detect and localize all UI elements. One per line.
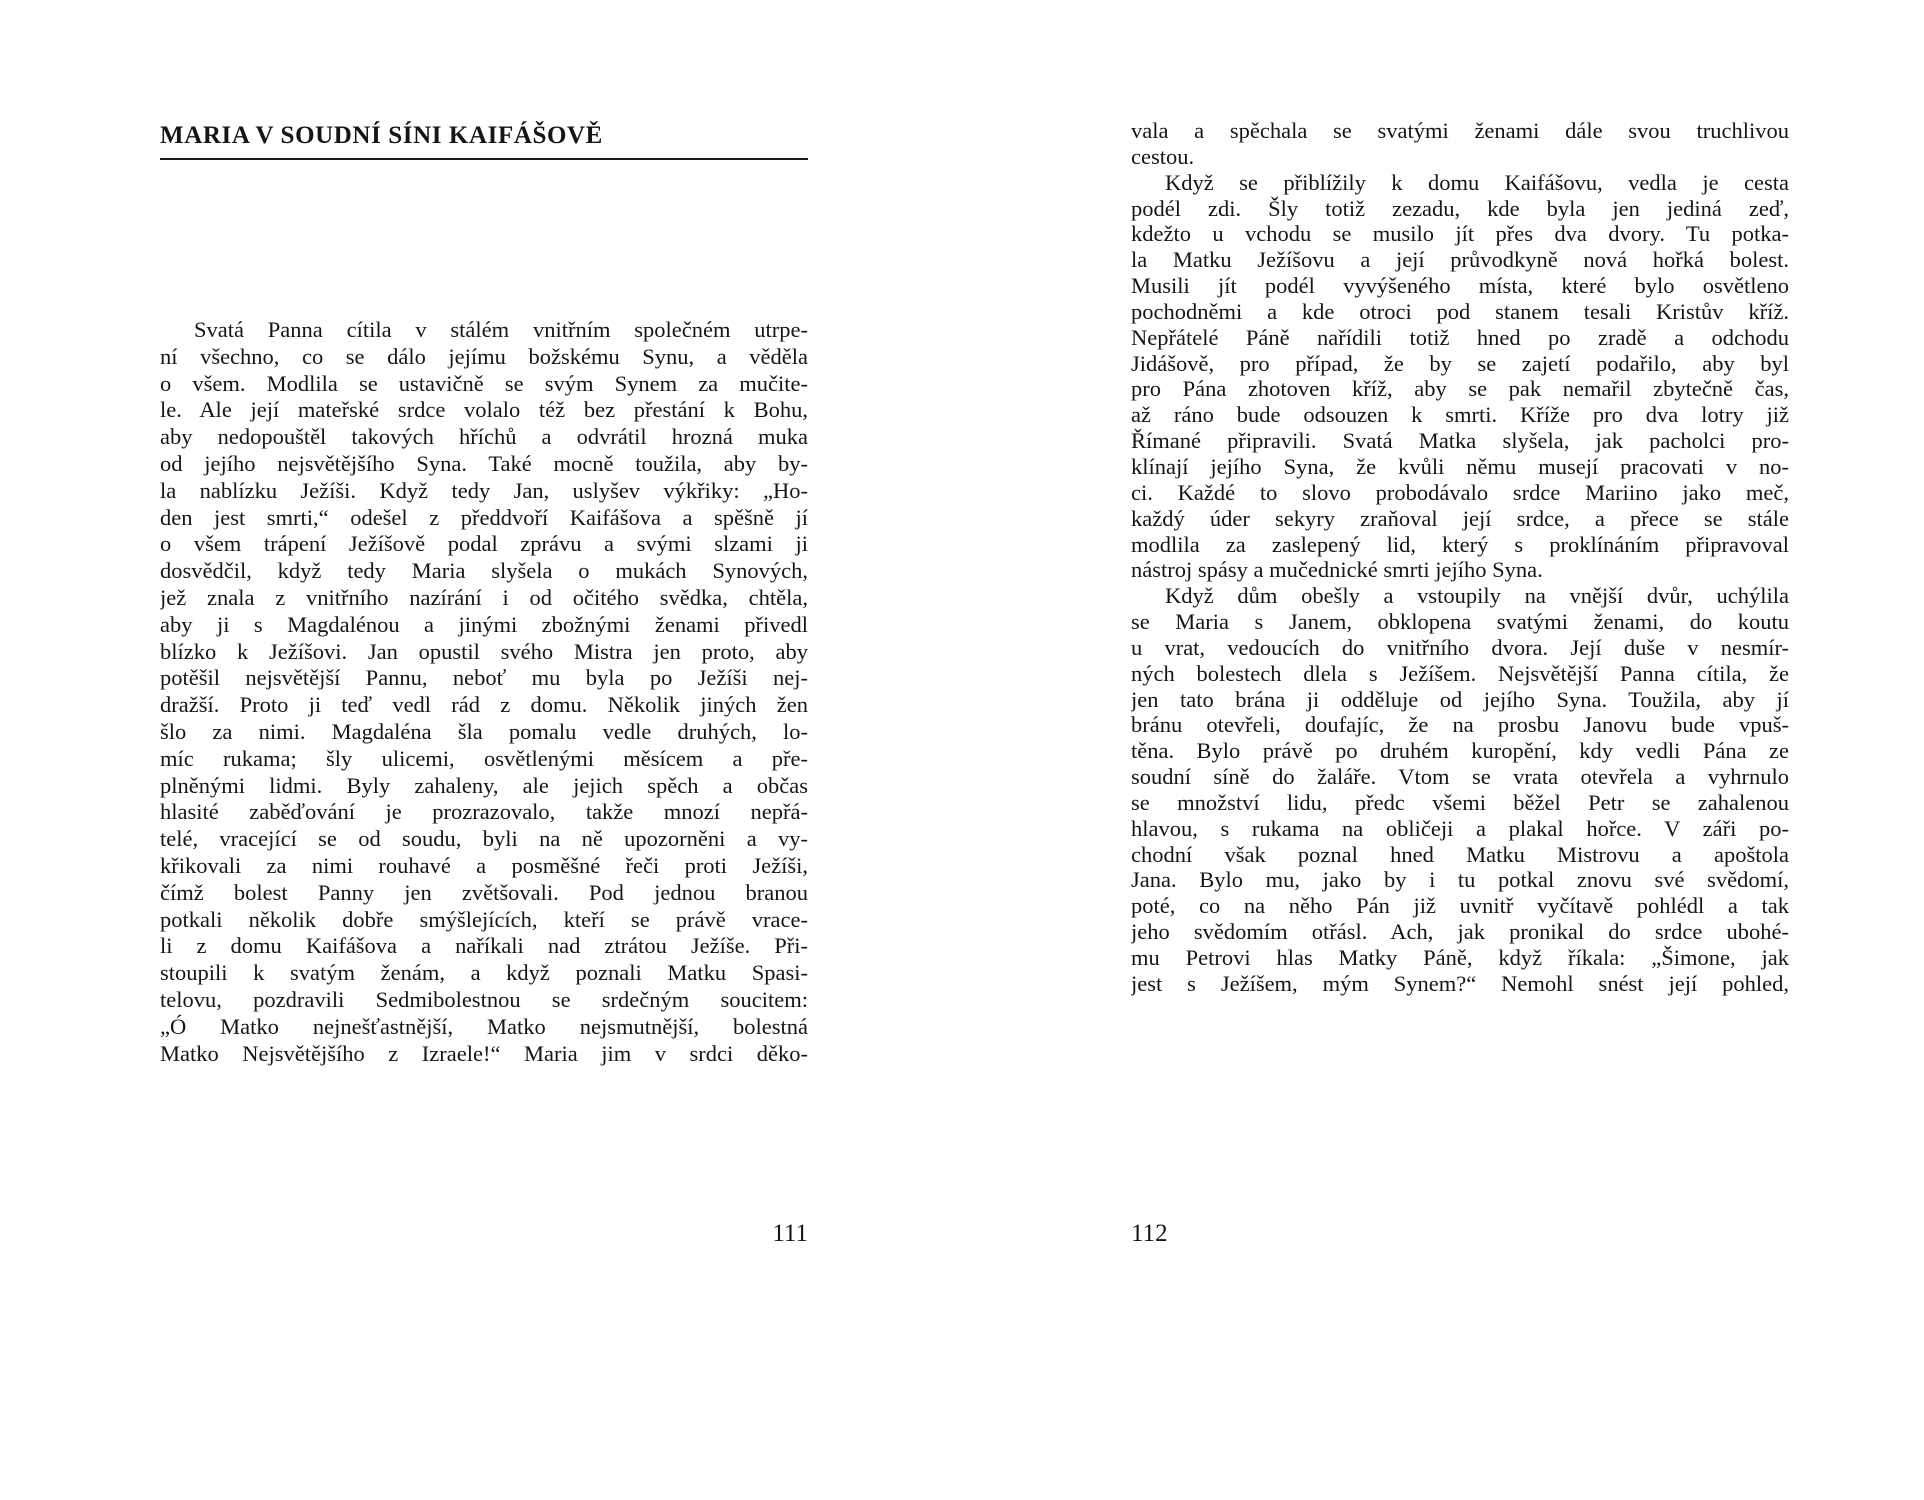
text-line: potěšil nejsvětější Pannu, neboť mu byla po Ježíši nej- [160, 665, 808, 691]
text-line: Matko Nejsvětějšího z Izraele!“ Maria jim v srdci děko- [160, 1040, 808, 1066]
text-line: potkali několik dobře smýšlejících, kteří se právě vrace- [160, 906, 808, 932]
page-number: 111 [772, 1220, 808, 1247]
text-line: Musili jít podél vyvýšeného místa, které bylo osvětleno [1131, 273, 1789, 299]
text-line: čímž bolest Panny jen zvětšovali. Pod jednou branou [160, 879, 808, 905]
text-line: modlila za zaslepený lid, který s proklínáním připravoval [1131, 531, 1789, 557]
left-page [160, 120, 808, 1247]
chapter-title: MARIA V SOUDNÍ SÍNI KAIFÁŠOVĚ [160, 122, 603, 149]
text-line: stoupili k svatým ženám, a když poznali Matku Spasi- [160, 960, 808, 986]
text-line: telé, vracející se od soudu, byli na ně upozorněni a vy- [160, 826, 808, 852]
text-line: dosvědčil, když tedy Maria slyšela o mukách Synových, [160, 558, 808, 584]
text-line: křikovali za nimi rouhavé a posměšné řeči proti Ježíši, [160, 852, 808, 878]
text-line: Jidášově, pro případ, že by se zajetí podařilo, aby byl [1131, 350, 1789, 376]
text-line: o všem trápení Ježíšově podal zprávu a svými slzami ji [160, 531, 808, 557]
text-line: míc rukama; šly ulicemi, osvětlenými měsícem a pře- [160, 745, 808, 771]
text-line: aby nedopouštěl takových hříchů a odvrátil hrozná muka [160, 424, 808, 450]
title-rule [160, 158, 808, 160]
text-line: jest s Ježíšem, mým Synem?“ Nemohl snést její pohled, [1131, 970, 1789, 996]
text-line: dražší. Proto ji teď vedl rád z domu. Několik jiných žen [160, 692, 808, 718]
text-line: Nepřátelé Páně nařídili totiž hned po zradě a odchodu [1131, 324, 1789, 350]
text-line: ci. Každé to slovo probodávalo srdce Mariino jako meč, [1131, 479, 1789, 505]
text-line: soudní síně do žaláře. Vtom se vrata otevřela a vyhrnulo [1131, 764, 1789, 790]
text-line: Svatá Panna cítila v stálém vnitřním společném utrpe- [194, 317, 808, 342]
text-line: pro Pána zhotoven kříž, aby se pak nemařil zbytečně čas, [1131, 376, 1789, 402]
text-line: kdežto u vchodu se musilo jít přes dva dvory. Tu potka- [1131, 221, 1789, 247]
text-line: plněnými lidmi. Byly zahaleny, ale jejich spěch a občas [160, 772, 808, 798]
text-line: ní všechno, co se dálo jejímu božskému Synu, a věděla [160, 343, 808, 369]
text-line: se množství lidu, předc všemi běžel Petr se zahalenou [1131, 789, 1789, 815]
text-line: cestou. [1131, 143, 1195, 169]
text-line: bránu otevřeli, doufajíc, že na prosbu Janovu bude vpuš- [1131, 712, 1789, 738]
text-line: jeho svědomím otřásl. Ach, jak pronikal do srdce ubohé- [1131, 919, 1789, 945]
text-line: le. Ale její mateřské srdce volalo též bez přestání k Bohu, [160, 397, 808, 423]
text-line: Římané připravili. Svatá Matka slyšela, jak pacholci pro- [1131, 428, 1789, 454]
text-line: Když se přiblížily k domu Kaifášovu, vedla je cesta [1165, 169, 1789, 195]
text-line: Když dům obešly a vstoupily na vnější dvůr, uchýlila [1165, 583, 1789, 609]
text-line: každý úder sekyry zraňoval její srdce, a přece se stále [1131, 505, 1789, 531]
text-line: chodní však poznal hned Matku Mistrovu a apoštola [1131, 841, 1789, 867]
text-line: aby ji s Magdalénou a jinými zbožnými ženami přivedl [160, 611, 808, 637]
text-line: hlasité zaběďování je prozrazovalo, takže mnozí nepřá- [160, 799, 808, 825]
text-line: la Matku Ježíšovu a její průvodkyně nová hořká bolest. [1131, 247, 1789, 273]
text-line: od jejího nejsvětějšího Syna. Také mocně toužila, aby by- [160, 450, 808, 476]
text-line: nástroj spásy a mučednické smrti jejího Syna. [1131, 557, 1543, 583]
text-line: šlo za nimi. Magdaléna šla pomalu vedle druhých, lo- [160, 718, 808, 744]
text-line: se Maria s Janem, obklopena svatými ženami, do koutu [1131, 609, 1789, 635]
text-line: až ráno bude odsouzen k smrti. Kříže pro dva lotry již [1131, 402, 1789, 428]
right-page-body [1131, 118, 1789, 997]
text-line: li z domu Kaifášova a naříkali nad ztrátou Ježíše. Při- [160, 933, 808, 959]
text-line: jež znala z vnitřního nazírání i od očitého svědka, chtěla, [160, 584, 808, 610]
text-line: u vrat, vedoucích do vnitřního dvora. Její duše v nesmír- [1131, 634, 1789, 660]
text-line: jen tato brána ji odděluje od jejího Syna. Toužila, aby jí [1131, 686, 1789, 712]
text-line: vala a spěchala se svatými ženami dále svou truchlivou [1131, 118, 1789, 143]
text-line: těna. Bylo právě po druhém kuropění, kdy vedli Pána ze [1131, 738, 1789, 764]
text-line: la nablízku Ježíši. Když tedy Jan, uslyšev výkřiky: „Ho- [160, 477, 808, 503]
text-line: ných bolestech dlela s Ježíšem. Nejsvětější Panna cítila, že [1131, 660, 1789, 686]
text-line: den jest smrti,“ odešel z předdvoří Kaifášova a spěšně jí [160, 504, 808, 530]
text-line: blízko k Ježíšovi. Jan opustil svého Mistra jen proto, aby [160, 638, 808, 664]
text-line: Jana. Bylo mu, jako by i tu potkal znovu své svědomí, [1131, 867, 1789, 893]
left-page-body [160, 317, 808, 1067]
text-line: mu Petrovi hlas Matky Páně, když říkala: „Šimone, jak [1131, 945, 1789, 970]
text-line: poté, co na něho Pán již uvnitř vyčítavě pohlédl a tak [1131, 893, 1789, 919]
text-line: o všem. Modlila se ustavičně se svým Synem za mučite- [160, 370, 808, 396]
text-line: klínají jejího Syna, že kvůli němu musejí pracovati v no- [1131, 453, 1789, 479]
page-number: 112 [1131, 1220, 1168, 1247]
text-line: hlavou, s rukama na obličeji a plakal hořce. V záři po- [1131, 815, 1789, 841]
text-line: podél zdi. Šly totiž zezadu, kde byla jen jediná zeď, [1131, 195, 1789, 221]
text-line: pochodněmi a kde otroci pod stanem tesali Kristův kříž. [1131, 298, 1789, 324]
text-line: „Ó Matko nejnešťastnější, Matko nejsmutnější, bolestná [160, 1013, 808, 1039]
text-line: telovu, pozdravili Sedmibolestnou se srdečným soucitem: [160, 986, 808, 1012]
